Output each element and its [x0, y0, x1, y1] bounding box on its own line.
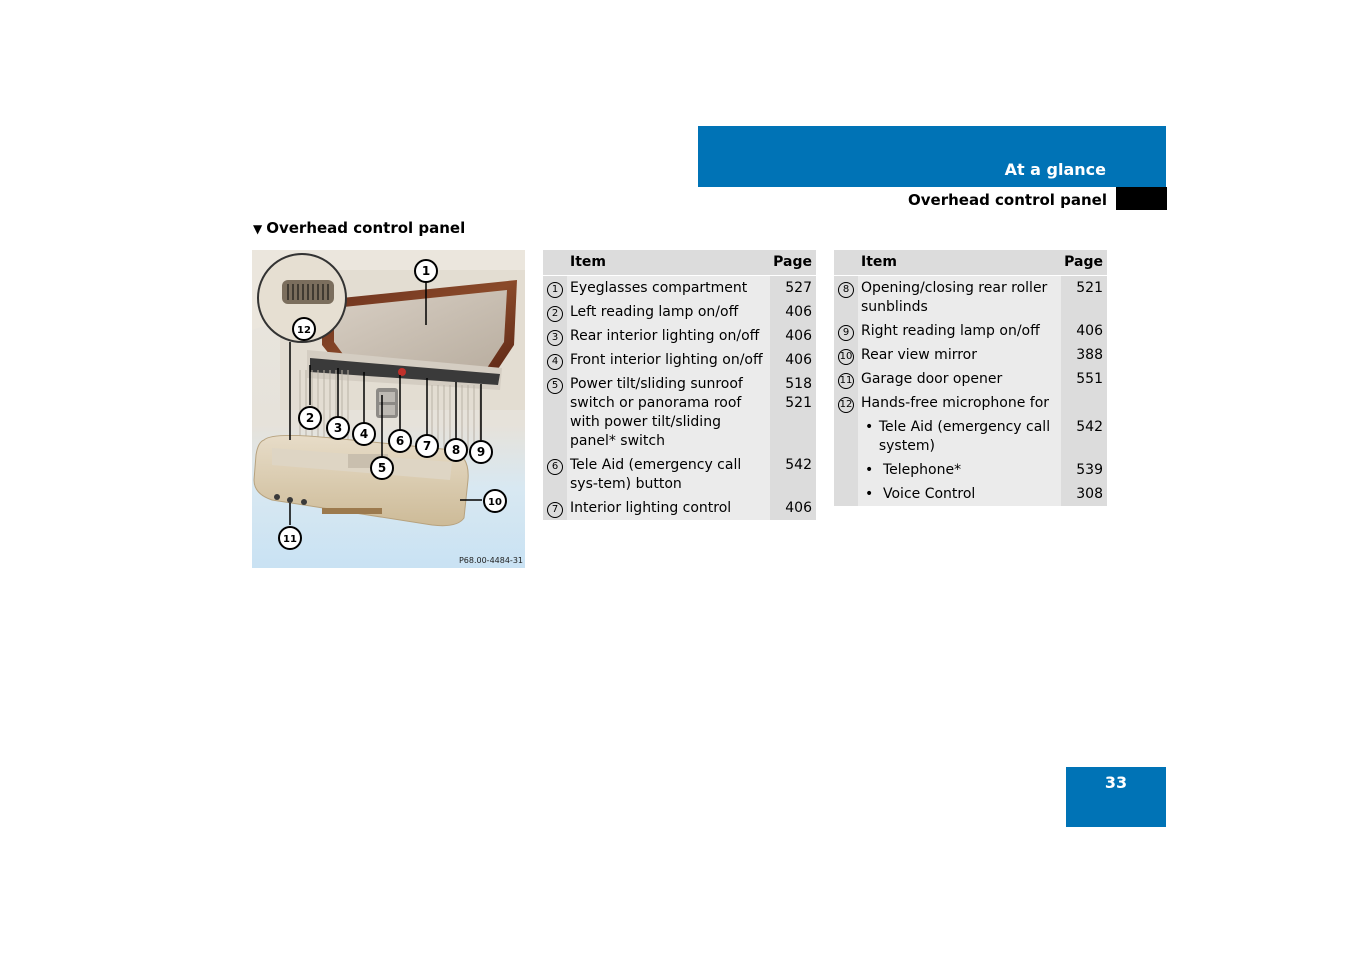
row-page: 521: [1061, 276, 1107, 320]
bullet-marker: •: [865, 419, 874, 435]
table-row: [834, 319, 1107, 343]
row-item: Power tilt/sliding sunroof switch or panorama roof with power tilt/sliding panel* switch: [567, 372, 770, 453]
row-item: Front interior lighting on/off: [567, 348, 770, 372]
bullet-page: 542: [1061, 415, 1107, 458]
row-number-cell: [834, 415, 858, 458]
row-number-cell: [834, 458, 858, 482]
bullet-row: [834, 458, 1107, 482]
callout-label-9: 9: [476, 445, 486, 459]
row-number-badge: 1: [547, 282, 563, 298]
row-page: 406: [1061, 319, 1107, 343]
figure-code: P68.00-4484-31: [458, 556, 523, 565]
table-row: [834, 367, 1107, 391]
callout-label-4: 4: [359, 427, 369, 441]
row-page: 518 521: [770, 372, 816, 453]
row-number-cell: [543, 324, 567, 348]
row-item: Left reading lamp on/off: [567, 300, 770, 324]
page-col-header: Page: [1061, 250, 1107, 276]
row-number-badge: 4: [547, 354, 563, 370]
row-number-badge: 5: [547, 378, 563, 394]
row-number-badge: 7: [547, 502, 563, 518]
item-table-right: [834, 250, 1107, 506]
row-number-cell: [543, 453, 567, 496]
bullet-row: [834, 415, 1107, 458]
table-row: [834, 391, 1107, 415]
header-banner: [698, 126, 1166, 187]
row-item: Eyeglasses compartment: [567, 276, 770, 301]
row-item: Tele Aid (emergency call sys-tem) button: [567, 453, 770, 496]
table-row: [543, 453, 816, 496]
row-number-cell: [834, 391, 858, 415]
row-number-badge: 12: [838, 397, 854, 413]
bullet-item-cell: [858, 458, 1061, 482]
num-col-header: [834, 250, 858, 276]
row-item: Hands-free microphone for: [858, 391, 1061, 415]
header-tab-marker: [1116, 187, 1167, 210]
row-item: Rear view mirror: [858, 343, 1061, 367]
table-row: [543, 324, 816, 348]
row-number-badge: 2: [547, 306, 563, 322]
table-row: [834, 276, 1107, 320]
table-row: [543, 372, 816, 453]
row-number-cell: [834, 319, 858, 343]
row-number-badge: 3: [547, 330, 563, 346]
table-row: [543, 276, 816, 301]
table-row: [834, 343, 1107, 367]
item-col-header: Item: [858, 250, 1061, 276]
row-number-cell: [834, 276, 858, 320]
row-item: Right reading lamp on/off: [858, 319, 1061, 343]
row-page: 406: [770, 300, 816, 324]
bullet-item-cell: [858, 415, 1061, 458]
callout-label-3: 3: [333, 421, 343, 435]
row-number-badge: 10: [838, 349, 854, 365]
table-row: [543, 496, 816, 520]
item-table-left: [543, 250, 816, 520]
row-page: 388: [1061, 343, 1107, 367]
row-number-cell: [834, 343, 858, 367]
section-heading: Overhead control panel: [908, 191, 1107, 209]
row-page: 551: [1061, 367, 1107, 391]
row-page: 406: [770, 496, 816, 520]
bullet-page: 308: [1061, 482, 1107, 506]
callout-label-2: 2: [305, 411, 315, 425]
section-title-text: Overhead control panel: [266, 219, 466, 237]
bullet-marker: •: [865, 462, 874, 478]
callout-label-10: 10: [488, 497, 502, 508]
bullet-item: Tele Aid (emergency call system): [878, 419, 1051, 454]
item-col-header: Item: [567, 250, 770, 276]
triangle-marker-icon: ▼: [253, 222, 263, 236]
row-number-badge: 11: [838, 373, 854, 389]
row-number-cell: [543, 496, 567, 520]
callout-label-5: 5: [377, 461, 387, 475]
overhead-panel-illustration: [252, 250, 525, 568]
overhead-panel-figure: [252, 250, 525, 568]
page-number-box: [1066, 767, 1166, 827]
row-item: Rear interior lighting on/off: [567, 324, 770, 348]
bullet-row: [834, 482, 1107, 506]
page-number: 33: [1104, 773, 1128, 792]
chapter-title: At a glance: [1004, 160, 1106, 179]
table-row: [543, 300, 816, 324]
row-page: [1061, 391, 1107, 415]
row-number-cell: [543, 348, 567, 372]
bullet-page: 539: [1061, 458, 1107, 482]
row-number-cell: [543, 276, 567, 301]
callout-label-1: 1: [421, 264, 431, 278]
bullet-marker: •: [865, 486, 874, 502]
bullet-item-cell: [858, 482, 1061, 506]
row-number-cell: [543, 300, 567, 324]
row-item: Opening/closing rear roller sunblinds: [858, 276, 1061, 320]
row-item: Garage door opener: [858, 367, 1061, 391]
num-col-header: [543, 250, 567, 276]
row-number-badge: 8: [838, 282, 854, 298]
row-page: 527: [770, 276, 816, 301]
table-row: [543, 348, 816, 372]
callout-label-8: 8: [451, 443, 461, 457]
row-item: Interior lighting control: [567, 496, 770, 520]
row-number-badge: 9: [838, 325, 854, 341]
row-number-cell: [543, 372, 567, 453]
page-col-header: Page: [770, 250, 816, 276]
callout-label-11: 11: [283, 534, 297, 545]
row-number-badge: 6: [547, 459, 563, 475]
callout-label-12: 12: [297, 325, 311, 336]
row-page: 542: [770, 453, 816, 496]
row-number-cell: [834, 367, 858, 391]
callout-label-6: 6: [395, 434, 405, 448]
callout-label-7: 7: [422, 439, 432, 453]
bullet-item: Telephone*: [883, 462, 962, 478]
bullet-item: Voice Control: [883, 486, 976, 502]
row-page: 406: [770, 324, 816, 348]
row-page: 406: [770, 348, 816, 372]
section-title: [253, 219, 465, 237]
row-number-cell: [834, 482, 858, 506]
